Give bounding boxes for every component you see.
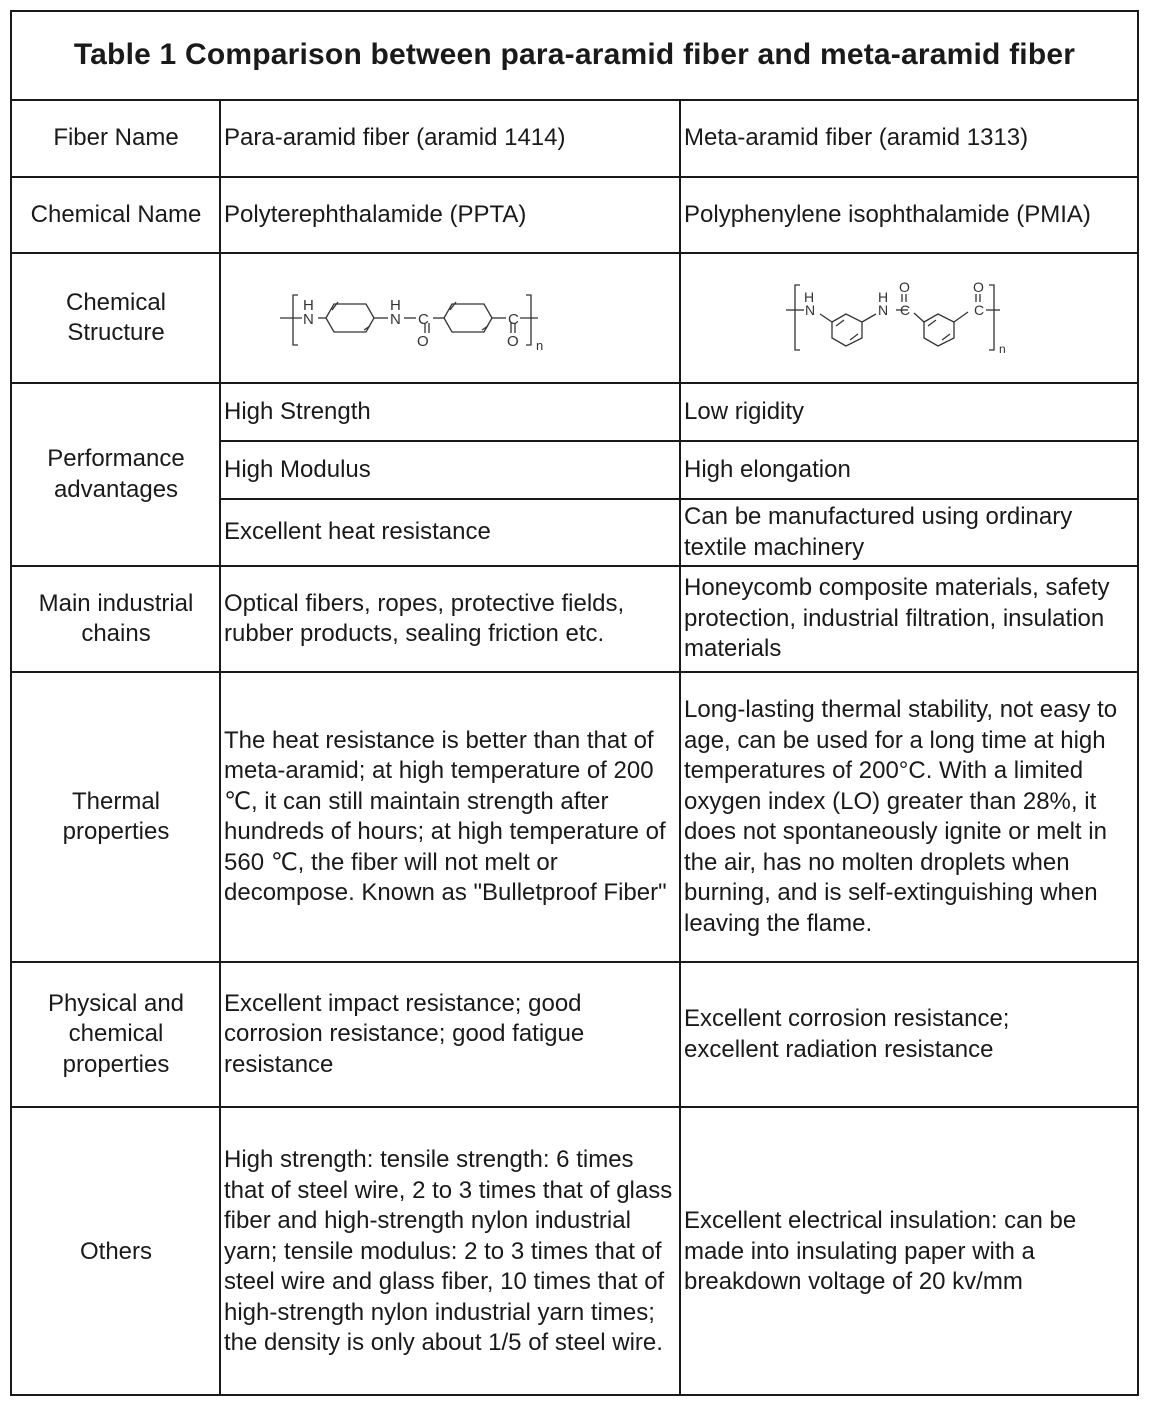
para-atom-n1: N <box>303 311 314 328</box>
para-atom-h2: H <box>390 297 401 314</box>
meta-atom-c2: C <box>974 302 985 318</box>
para-fiber-name: Para-aramid fiber (aramid 1414) <box>224 124 566 152</box>
para-atom-o1: O <box>417 333 429 350</box>
para-atom-c1: C <box>418 311 429 328</box>
para-performance-2: High Modulus <box>224 455 371 483</box>
para-others: High strength: tensile strength: 6 times that of steel wire, 2 to 3 times that of glass fiber and high-strength nylon industrial yarn; tensile modulus: 2 to 3 times that of steel wire and glass fiber, 10 times that of high-strength nylon industrial yarn times; the density is only about 1/5 of steel wire. <box>224 1146 673 1357</box>
label-chemical-structure: Chemical Structure <box>65 288 167 346</box>
para-atom-o2: O <box>507 333 519 350</box>
label-fiber-name: Fiber Name <box>53 124 179 152</box>
para-performance-1: High Strength <box>224 397 371 425</box>
para-aramid-structure <box>280 290 550 360</box>
para-atom-n2: N <box>390 311 401 328</box>
para-atom-n: n <box>536 338 544 353</box>
meta-chemical-name: Polyphenylene isophthalamide (PMIA) <box>684 200 1091 228</box>
meta-atom-c1: C <box>900 302 911 318</box>
para-physical-chemical-properties: Excellent impact resistance; good corrosion resistance; good fatigue resistance <box>224 989 585 1078</box>
label-others: Others <box>79 1237 153 1265</box>
para-performance-3: Excellent heat resistance <box>224 518 491 546</box>
label-thermal-properties: Thermal properties <box>62 787 170 845</box>
meta-thermal-properties: Long-lasting thermal stability, not easy to age, can be used for a long time at high temperatures of 200°C. With a limited oxygen index (LO) greater than 28%, it does not spontaneously ignite or melt in the air, has no molten droplets when burning, and is self-extinguishing when leaving the flame. <box>684 696 1118 937</box>
para-thermal-properties: The heat resistance is better than that of meta-aramid; at high temperature of 200 ℃, it can still maintain strength after hundreds of hours; at high temperature of 560 ℃, the fiber will not melt or decompose. Known as "Bulletproof Fiber" <box>224 726 667 906</box>
meta-performance-1: Low rigidity <box>684 397 805 425</box>
para-atom-h1: H <box>303 297 314 314</box>
label-chemical-name: Chemical Name <box>30 200 202 228</box>
meta-atom-n1: N <box>805 302 816 318</box>
table-title: Table 1 Comparison between para-aramid fiber and meta-aramid fiber <box>73 38 1076 71</box>
para-industrial-chains: Optical fibers, ropes, protective fields, rubber products, sealing friction etc. <box>224 589 625 647</box>
meta-physical-chemical-properties: Excellent corrosion resistance; excellent radiation resistance <box>684 1005 1010 1063</box>
label-physical-chemical-properties: Physical and chemical properties <box>47 989 185 1078</box>
meta-performance-2: High elongation <box>684 455 851 483</box>
meta-performance-3: Can be manufactured using ordinary textile machinery <box>684 503 1073 561</box>
meta-atom-n2: N <box>878 302 889 318</box>
meta-others: Excellent electrical insulation: can be made into insulating paper with a breakdown voltage of 20 kv/mm <box>684 1207 1077 1296</box>
label-main-industrial-chains: Main industrial chains <box>38 589 194 647</box>
para-atom-c2: C <box>508 311 519 328</box>
meta-fiber-name: Meta-aramid fiber (aramid 1313) <box>684 124 1029 152</box>
meta-atom-o1: O <box>899 280 910 295</box>
column-divider <box>679 100 681 1396</box>
meta-industrial-chains: Honeycomb composite materials, safety protection, industrial filtration, insulation materials <box>684 574 1110 663</box>
meta-atom-n: n <box>999 342 1006 356</box>
meta-aramid-structure <box>786 280 1016 360</box>
meta-atom-h1: H <box>804 289 815 305</box>
label-performance-advantages: Performance advantages <box>47 445 185 503</box>
para-chemical-name: Polyterephthalamide (PPTA) <box>224 200 527 228</box>
meta-atom-o2: O <box>973 280 984 295</box>
meta-atom-h2: H <box>878 289 889 305</box>
